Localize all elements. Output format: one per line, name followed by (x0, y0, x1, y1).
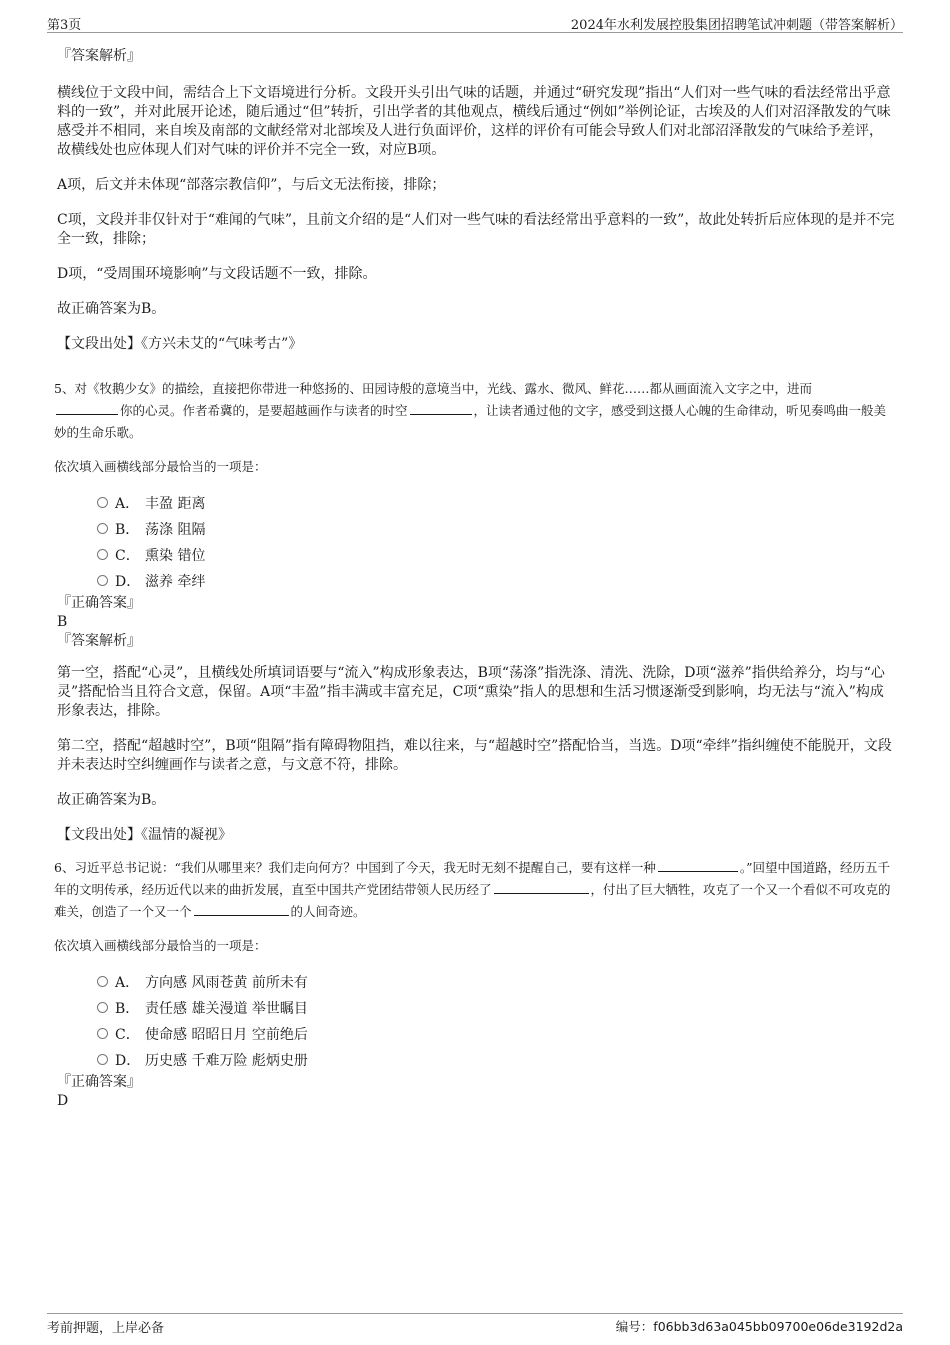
q5-prompt: 依次填入画横线部分最恰当的一项是： (54, 459, 267, 474)
q5-answer-label: 『正确答案』 (57, 595, 141, 611)
q6-answer-label: 『正确答案』 (57, 1074, 141, 1090)
q6-answer: D (57, 1093, 69, 1109)
q6-stem-part1: 6、习近平总书记说：“我们从哪里来？我们走向何方？中国到了今天，我无时无刻不提醒自己，要有这样一种 (54, 860, 656, 875)
q4-option-d-analysis: D项，“受周围环境影响”与文段话题不一致，排除。 (57, 266, 377, 282)
q5-blank-1 (56, 400, 118, 415)
q5-source: 【文段出处】《温情的凝视》 (57, 827, 232, 843)
document-body (54, 44, 895, 1111)
q6-option-d[interactable]: D． 历史感 千难万险 彪炳史册 (57, 1047, 895, 1073)
radio-icon[interactable] (97, 575, 108, 586)
q5-answer: B (57, 614, 68, 630)
q6-stem-part2: 。”回望中国道路，经历五千年的文明传承，经历近代以来的曲折发展，直至中国共产党团结带领人民历经了 (54, 860, 891, 897)
q5-analysis-blank2: 第二空，搭配“超越时空”，B项“阻隔”指有障碍物阻挡，难以往来，与“超越时空”搭配恰当，当选。D项“牵绊”指纠缠使不能脱开，文段并未表达时空纠缠画作与读者之意，与文意不符，排除。 (57, 738, 892, 773)
q4-analysis-label: 『答案解析』 (57, 48, 141, 64)
q6-stem-part3: ，付出了巨大牺牲，攻克了一个又一个看似不可攻克的难关，创造了一个又一个 (54, 882, 891, 919)
q5-conclusion: 故正确答案为B。 (57, 792, 166, 808)
q6-blank-3 (194, 901, 289, 916)
radio-icon[interactable] (97, 523, 108, 534)
footer-slogan: 考前押题，上岸必备 (47, 1321, 165, 1336)
radio-icon[interactable] (97, 1002, 108, 1013)
q6-blank-1 (658, 857, 738, 872)
q4-source: 【文段出处】《方兴未艾的“气味考古”》 (57, 336, 303, 352)
radio-icon[interactable] (97, 1054, 108, 1065)
q6-option-b[interactable]: B． 责任感 雄关漫道 举世瞩目 (57, 995, 895, 1021)
document-title: 2024年水利发展控股集团招聘笔试冲刺题（带答案解析） (570, 18, 903, 33)
q6-stem (54, 857, 895, 923)
q6-option-a[interactable]: A． 方向感 风雨苍黄 前所未有 (57, 969, 895, 995)
q5-stem-part1: 5、对《牧鹅少女》的描绘，直接把你带进一种悠扬的、田园诗般的意境当中，光线、露水、微风、鲜花……都从画面流入文字之中，进而 (54, 381, 812, 396)
q4-conclusion: 故正确答案为B。 (57, 301, 166, 317)
q5-blank-2 (410, 400, 472, 415)
document-code: 编号：f06bb3d63a045bb09700e06de3192d2a (615, 1319, 903, 1334)
page-number: 第3页 (47, 18, 82, 33)
q5-stem-part2: 你的心灵。作者希冀的，是要超越画作与读者的时空 (120, 403, 408, 418)
q5-option-b[interactable]: B． 荡涤 阻隔 (57, 516, 895, 542)
page-footer (47, 1313, 903, 1338)
radio-icon[interactable] (97, 497, 108, 508)
q5-option-d[interactable]: D． 滋养 牵绊 (57, 568, 895, 594)
radio-icon[interactable] (97, 1028, 108, 1039)
page-header (47, 10, 903, 33)
q4-analysis: 横线位于文段中间，需结合上下文语境进行分析。文段开头引出气味的话题，并通过“研究发现”指出“人们对一些气味的看法经常出乎意料的一致”，并对此展开论述，随后通过“但”转折，引出学者的其他观点，横线后通过“例如”举例论证，古埃及的人们对沼泽散发的气味感受并不相同，来自埃及南部的文献经常对北部埃及人进行负面评价，这样的评价有可能会导致人们对北部沼泽散发的气味给予差评，故横线处也应体现人们对气味的评价并不完全一致，对应B项。 (57, 85, 891, 158)
q4-option-a-analysis: A项，后文并未体现“部落宗教信仰”，与后文无法衔接，排除； (57, 177, 446, 193)
radio-icon[interactable] (97, 976, 108, 987)
q6-prompt: 依次填入画横线部分最恰当的一项是： (54, 938, 267, 953)
q6-blank-2 (494, 879, 589, 894)
q5-analysis-blank1: 第一空，搭配“心灵”，且横线处所填词语要与“流入”构成形象表达，B项“荡涤”指洗涤、清洗、洗除，D项“滋养”指供给养分，均与“心灵”搭配恰当且符合文意，保留。A项“丰盈”指丰满或丰富充足，C项“熏染”指人的思想和生活习惯逐渐受到影响，均无法与“流入”构成形象表达，排除。 (57, 665, 885, 719)
q6-option-c[interactable]: C． 使命感 昭昭日月 空前绝后 (57, 1021, 895, 1047)
q5-stem (54, 378, 895, 444)
q5-options (57, 490, 895, 594)
q5-stem-part3: ，让读者通过他的文字，感受到这摄人心魄的生命律动，听见奏鸣曲一般美妙的生命乐歌。 (54, 403, 887, 440)
radio-icon[interactable] (97, 549, 108, 560)
q5-option-c[interactable]: C． 熏染 错位 (57, 542, 895, 568)
q4-option-c-analysis: C项，文段并非仅针对于“难闻的气味”，且前文介绍的是“人们对一些气味的看法经常出乎意料的一致”，故此处转折后应体现的是并不完全一致，排除； (57, 212, 895, 247)
q6-stem-part4: 的人间奇迹。 (290, 904, 366, 919)
q6-options (57, 969, 895, 1073)
q5-option-a[interactable]: A． 丰盈 距离 (57, 490, 895, 516)
q5-analysis-label: 『答案解析』 (57, 633, 141, 649)
